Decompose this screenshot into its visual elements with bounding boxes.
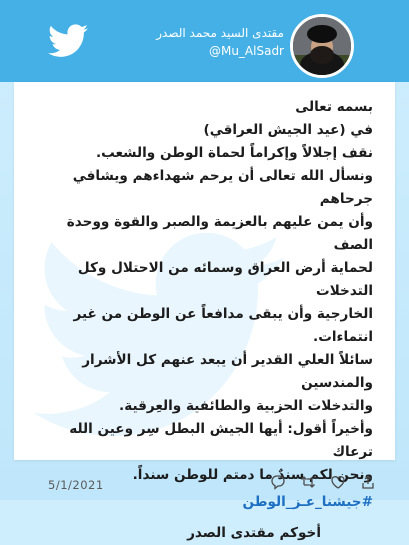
tweet-line: سائلاً العلي القدير أن يبعد عنهم كل الأشرار والمندسين bbox=[82, 352, 373, 391]
tweet-actions bbox=[270, 474, 376, 490]
tweet-line: وأخيراً أقول: أيها الجيش البطل سِر وعين الله ترعاك bbox=[69, 421, 373, 460]
tweet-line: نقف إجلالاً وإكراماً لحماة الوطن والشعب. bbox=[95, 145, 373, 161]
tweet-signature: أخوكم مقتدى الصدر bbox=[187, 525, 321, 541]
retweet-icon[interactable] bbox=[300, 474, 316, 490]
tweet-date: 5/1/2021 bbox=[48, 478, 104, 492]
tweet-footer bbox=[0, 460, 409, 500]
tweet-line: وأن يمن عليهم بالعزيمة والصبر والقوة ووحدة الصف bbox=[66, 214, 373, 253]
reply-icon[interactable] bbox=[270, 474, 286, 490]
tweet-line: والتدخلات الحزبية والطائفية والعِرقية. bbox=[119, 398, 373, 414]
tweet-line: لحماية أرض العراق وسمائه من الاحتلال وكل التدخلات bbox=[77, 260, 373, 299]
tweet-line: ونحن لكم سندٌ ما دمتم للوطن سنداً. bbox=[132, 467, 373, 483]
tweet-line: الخارجية وأن يبقى مدافعاً عن الوطن من غير انتماءات. bbox=[73, 306, 373, 345]
like-heart-icon[interactable] bbox=[330, 474, 346, 490]
tweet-line: بسمه تعالى bbox=[295, 99, 373, 115]
share-icon[interactable] bbox=[360, 474, 376, 490]
user-handle[interactable]: @Mu_AlSadr bbox=[208, 44, 284, 58]
avatar-portrait-icon bbox=[293, 17, 351, 75]
hashtag-link[interactable]: #جيشنا_عـز_الوطن bbox=[242, 494, 373, 510]
twitter-logo-icon bbox=[48, 24, 88, 58]
user-display-name[interactable]: مقتدى السيد محمد الصدر bbox=[156, 26, 284, 40]
tweet-line: في (عيد الجيش العراقي) bbox=[203, 122, 373, 138]
tweet-line: ونسأل الله تعالى أن يرحم شهداءهم ويشافي جرحاهم bbox=[72, 168, 373, 207]
avatar[interactable] bbox=[290, 14, 354, 78]
